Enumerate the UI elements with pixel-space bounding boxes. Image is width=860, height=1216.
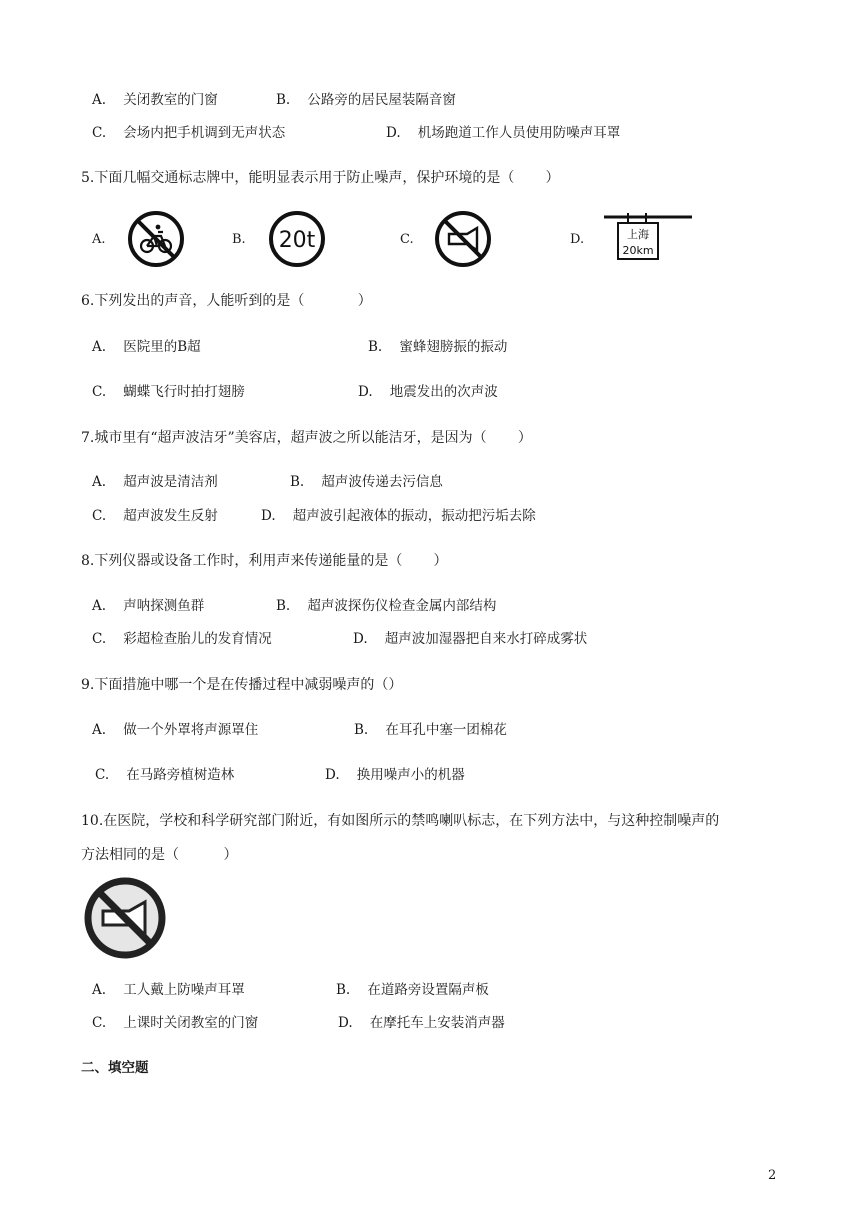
q6-stem: 6.下列发出的声音，人能听到的是（ ） <box>81 293 372 309</box>
q6-option-d: D. 地震发出的次声波 <box>358 384 498 400</box>
q9-stem: 9.下面措施中哪一个是在传播过程中减弱噪声的（） <box>81 677 403 693</box>
q5-label-d: D. <box>570 232 585 247</box>
q9-option-c: C. 在马路旁植树造林 <box>95 767 235 783</box>
q8-option-a: A. 声呐探测鱼群 <box>92 598 205 614</box>
page-number: 2 <box>768 1168 777 1183</box>
q10-stem-line1: 10.在医院，学校和科学研究部门附近，有如图所示的禁鸣喇叭标志，在下列方法中，与这种控制噪声的 <box>81 813 720 829</box>
q6-option-c: C. 蝴蝶飞行时拍打翅膀 <box>92 384 245 400</box>
q10-option-b: B. 在道路旁设置隔声板 <box>336 982 489 998</box>
q5-label-a: A. <box>92 232 106 247</box>
q6-option-a: A. 医院里的B超 <box>92 339 201 355</box>
q7-option-a: A. 超声波是清洁剂 <box>92 474 218 490</box>
q7-stem: 7.城市里有“超声波洁牙”美容店，超声波之所以能洁牙，是因为（ ） <box>81 430 532 446</box>
q7-option-d: D. 超声波引起液体的振动，振动把污垢去除 <box>261 508 536 524</box>
q9-option-a: A. 做一个外罩将声源罩住 <box>92 722 259 738</box>
q5-stem: 5.下面几幅交通标志牌中，能明显表示用于防止噪声，保护环境的是（ ） <box>81 170 560 186</box>
weight-limit-sign-icon <box>268 210 326 268</box>
q8-option-b: B. 超声波探伤仪检查金属内部结构 <box>276 598 497 614</box>
q10-option-d: D. 在摩托车上安装消声器 <box>338 1015 505 1031</box>
q8-option-d: D. 超声波加湿器把自来水打碎成雾状 <box>353 631 588 647</box>
sign-d-distance: 20km <box>622 244 654 257</box>
q4-option-c: C. 会场内把手机调到无声状态 <box>92 125 286 141</box>
no-horn-sign-icon <box>83 876 167 960</box>
no-bicycle-sign-icon <box>127 210 185 268</box>
q8-stem: 8.下列仪器或设备工作时，利用声来传递能量的是（ ） <box>81 553 448 569</box>
q7-option-c: C. 超声波发生反射 <box>92 508 218 524</box>
distance-sign-icon <box>602 211 694 263</box>
q10-option-c: C. 上课时关闭教室的门窗 <box>92 1015 259 1031</box>
q4-option-b: B. 公路旁的居民屋装隔音窗 <box>276 92 456 108</box>
sign-d-city: 上海 <box>627 228 649 241</box>
q7-option-b: B. 超声波传递去污信息 <box>290 474 443 490</box>
q4-option-a: A. 关闭教室的门窗 <box>92 92 218 108</box>
q9-option-d: D. 换用噪声小的机器 <box>325 767 465 783</box>
q10-stem-line2: 方法相同的是（ ） <box>81 847 238 863</box>
q4-option-d: D. 机场跑道工作人员使用防噪声耳罩 <box>386 125 621 141</box>
sign-b-text: 20t <box>278 228 316 253</box>
q8-option-c: C. 彩超检查胎儿的发育情况 <box>92 631 272 647</box>
no-horn-sign-icon <box>434 210 492 268</box>
q9-option-b: B. 在耳孔中塞一团棉花 <box>354 722 507 738</box>
q6-option-b: B. 蜜蜂翅膀振的振动 <box>368 339 508 355</box>
section-title-fill-in: 二、填空题 <box>81 1060 149 1076</box>
q5-label-b: B. <box>232 232 246 247</box>
q10-option-a: A. 工人戴上防噪声耳罩 <box>92 982 245 998</box>
q5-label-c: C. <box>400 232 414 247</box>
